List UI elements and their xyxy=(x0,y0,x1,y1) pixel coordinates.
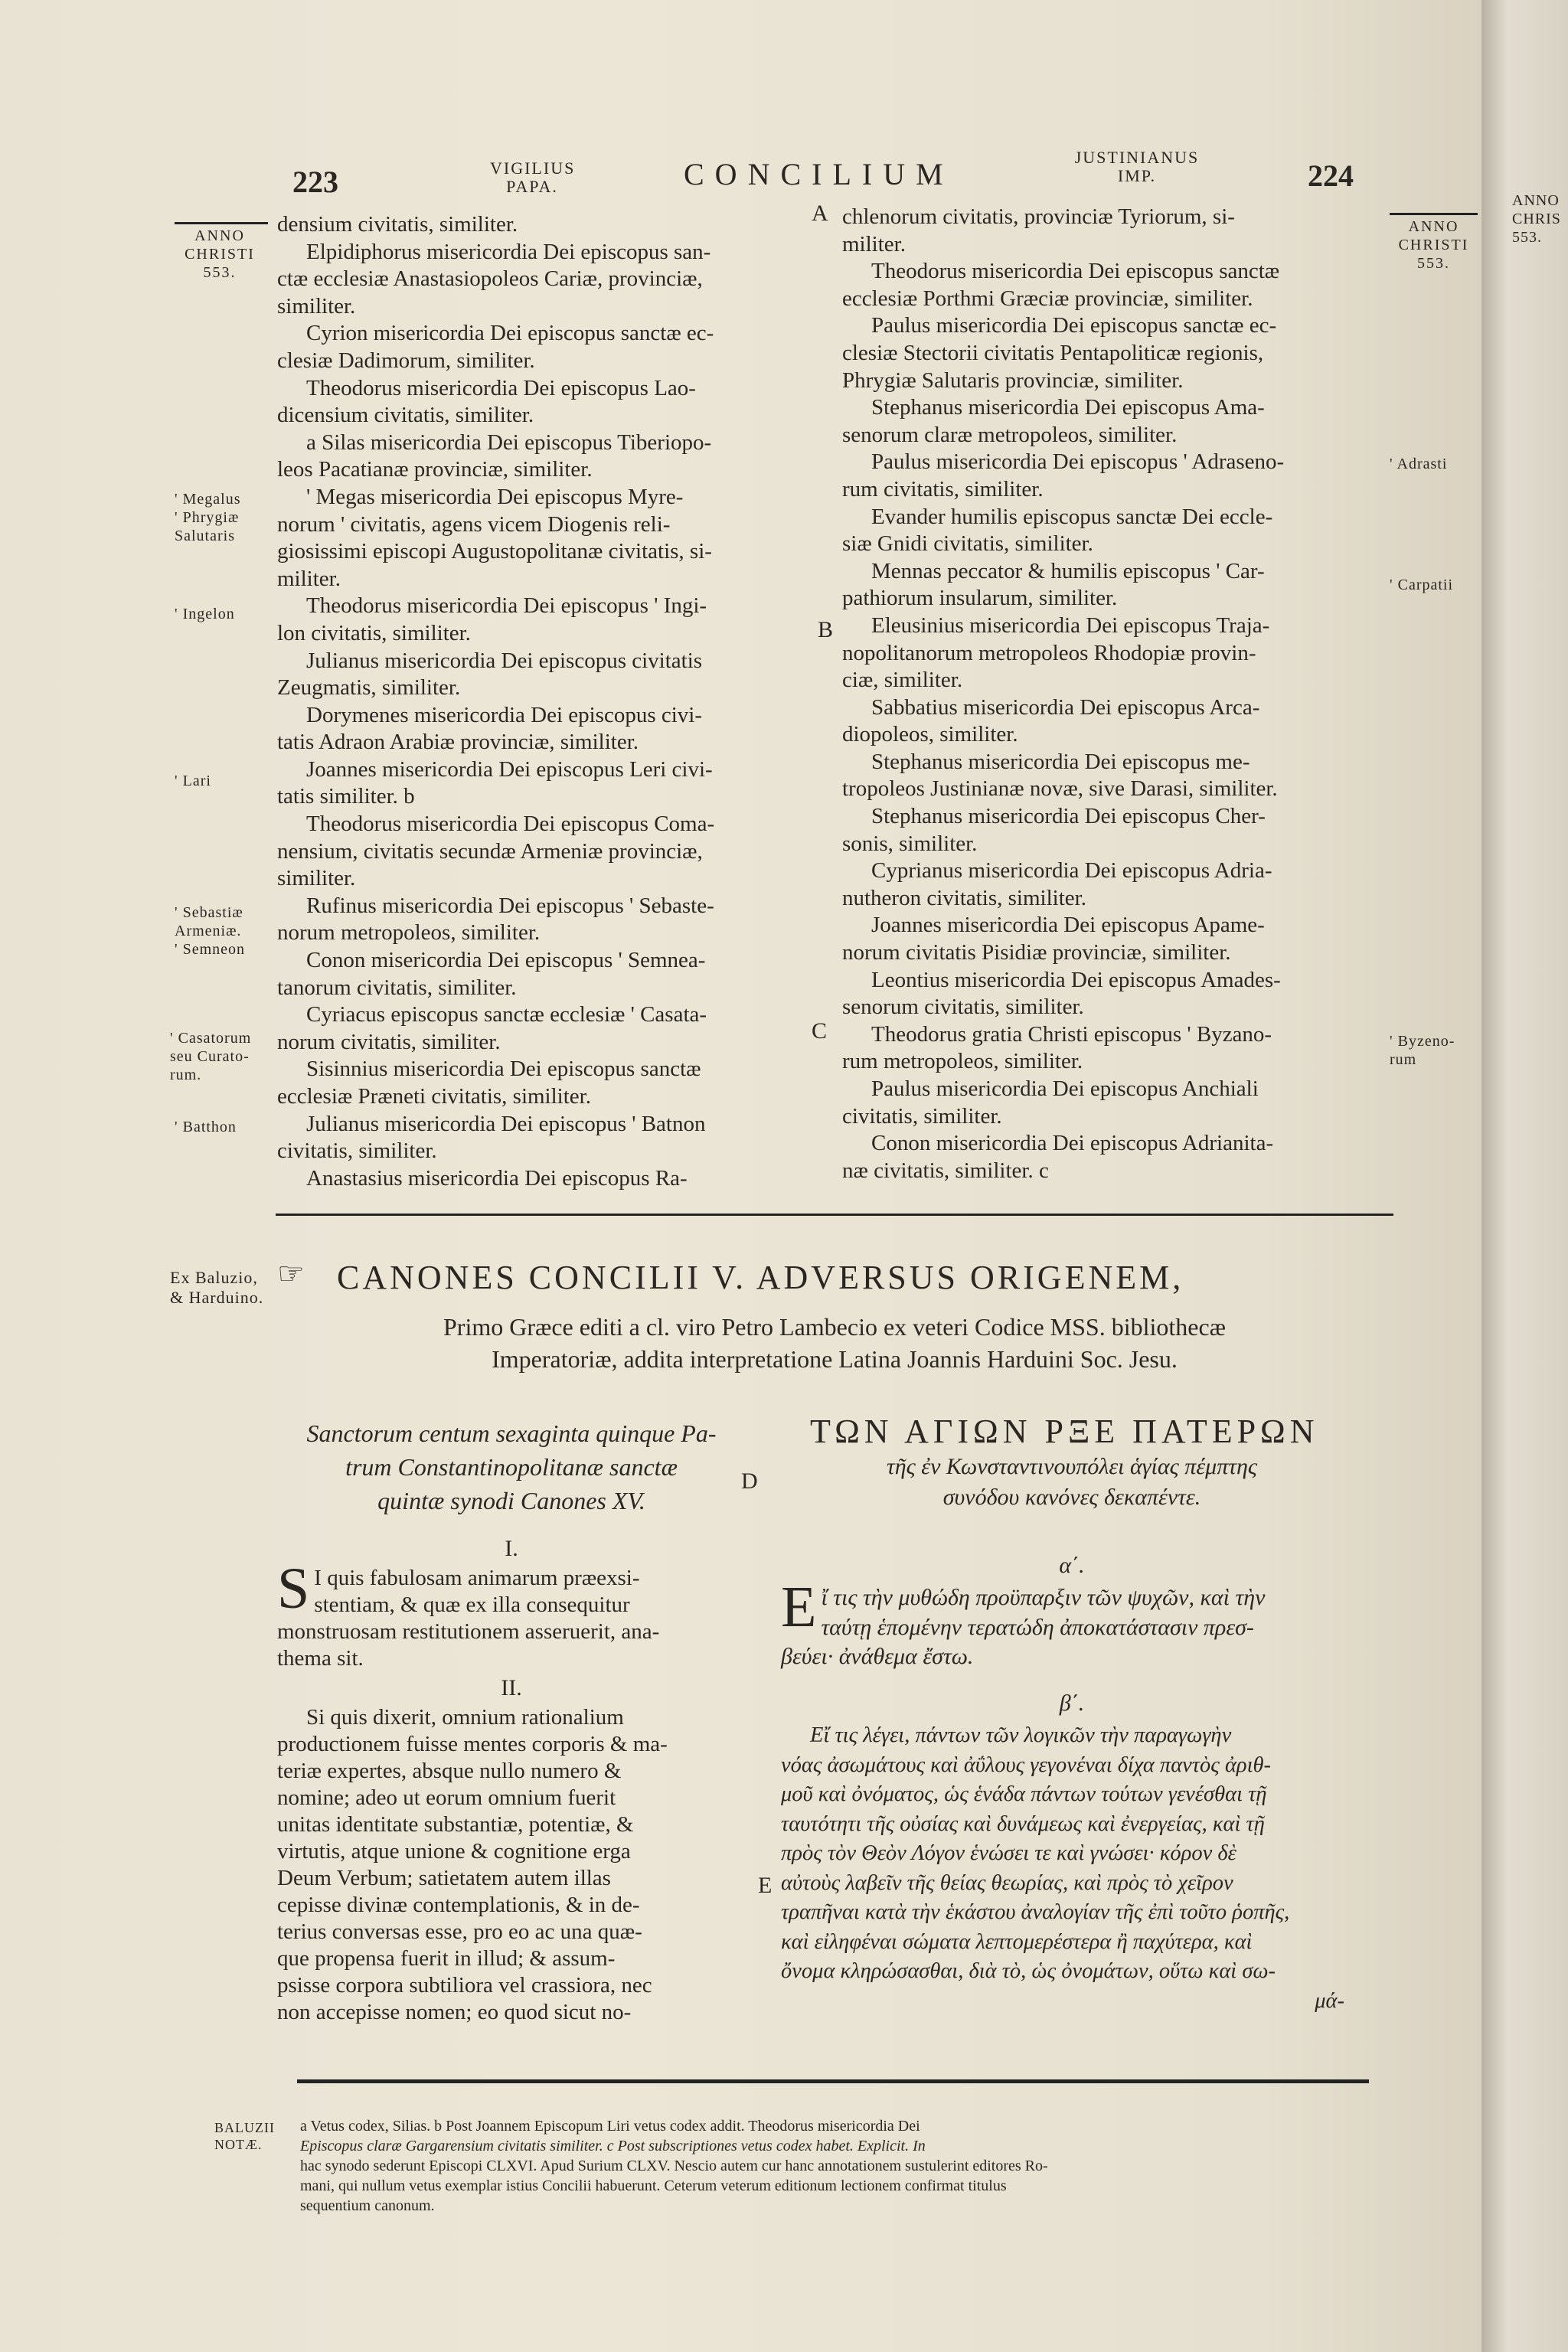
latin-drop-cap: S xyxy=(277,1557,310,1621)
text-line: Paulus misericordia Dei episcopus Anchiali xyxy=(871,1076,1259,1101)
text-line: Mennas peccator & humilis episcopus ' Car- xyxy=(871,558,1265,583)
margin-note-megalus: ' Megalus xyxy=(175,491,241,508)
notes-label xyxy=(214,2119,275,2153)
text-line: nopolitanorum metropoleos Rhodopiæ provin- xyxy=(842,640,1256,665)
text-line: Si quis dixerit, omnium rationalium xyxy=(306,1705,624,1730)
text-line: non accepisse nomen; eo quod sicut no- xyxy=(277,2000,632,2024)
margin-note-armeniae: Armeniæ. xyxy=(175,923,242,939)
text-line: ecclesiæ Præneti civitatis, similiter. xyxy=(277,1084,591,1109)
latin-canon-number-2: II. xyxy=(501,1675,522,1700)
text-line: leos Pacatianæ provinciæ, similiter. xyxy=(277,457,593,482)
text-line: Stephanus misericordia Dei episcopus Cher- xyxy=(871,804,1266,829)
text-line: Dorymenes misericordia Dei episcopus civi- xyxy=(306,702,703,727)
text-line: Julianus misericordia Dei episcopus civitatis xyxy=(306,648,703,673)
header-emperor-name: JUSTINIANUS xyxy=(1074,148,1200,167)
latin-canon-2 xyxy=(277,1704,746,2026)
text-line: terius conversas esse, pro eo ac una quæ- xyxy=(277,1919,642,1944)
text-line: Anastasius misericordia Dei episcopus Ra- xyxy=(306,1165,688,1191)
anno-right-line2: CHRISTI xyxy=(1398,237,1469,253)
text-line: ταυτότητι τῆς οὐσίας καὶ δυνάμεως καὶ ἐνεργείας, καὶ τῇ xyxy=(781,1811,1265,1836)
text-line: Eleusinius misericordia Dei episcopus Traja- xyxy=(871,612,1270,638)
text-line: ecclesiæ Porthmi Græciæ provinciæ, similiter. xyxy=(842,286,1253,311)
page-number-left: 223 xyxy=(292,165,338,199)
anno-left-line2: CHRISTI xyxy=(185,246,255,263)
greek-canon-number-1: α΄. xyxy=(1059,1553,1085,1578)
text-line: Theodorus gratia Christi episcopus ' Byzano- xyxy=(871,1021,1272,1047)
margin-note-batthon: ' Batthon xyxy=(175,1119,237,1135)
text-line: Joannes misericordia Dei episcopus Leri civi- xyxy=(306,756,713,782)
canones-title: CANONES CONCILII V. ADVERSUS ORIGENEM, xyxy=(337,1259,1184,1296)
margin-note-rum: rum. xyxy=(170,1067,202,1083)
text-line: Paulus misericordia Dei episcopus sanctæ ec- xyxy=(871,313,1277,338)
text-line: rum civitatis, similiter. xyxy=(842,476,1044,501)
header-emperor-title: IMP. xyxy=(1117,166,1157,185)
text-line: μά- xyxy=(1315,1988,1344,2013)
text-line: Rufinus misericordia Dei episcopus ' Sebaste- xyxy=(306,893,714,918)
text-line: siæ Gnidi civitatis, similiter. xyxy=(842,531,1093,557)
header-title: CONCILIUM xyxy=(684,157,954,191)
footnotes xyxy=(300,2116,1395,2216)
text-line: Leontius misericordia Dei episcopus Amades- xyxy=(871,967,1281,992)
greek-canon-number-2: β΄. xyxy=(1059,1690,1085,1716)
text-line: tatis Adraon Arabiæ provinciæ, similiter. xyxy=(277,730,639,755)
text-line: militer. xyxy=(842,231,906,256)
text-line: sonis, similiter. xyxy=(842,831,978,856)
section-letter-e: E xyxy=(758,1873,773,1898)
greek-canon-heading: ΤΩΝ ΑΓΙΩΝ ΡΞΕ ΠΑΤΕΡΩΝ xyxy=(810,1413,1319,1450)
latin-heading-line3: quintæ synodi Canones XV. xyxy=(377,1487,645,1514)
text-line: ταύτῃ ἑπομένην τερατώδη ἀποκατάστασιν πρεσ- xyxy=(821,1614,1254,1640)
text-line: nomine; adeo ut eorum omnium fuerit xyxy=(277,1785,616,1810)
latin-heading-line1: Sanctorum centum sexaginta quinque Pa- xyxy=(306,1419,717,1447)
text-line: Theodorus misericordia Dei episcopus Lao- xyxy=(306,375,696,400)
text-line: unitas identitate substantiæ, potentiæ, & xyxy=(277,1812,634,1837)
text-line: similiter. xyxy=(277,293,356,318)
edge-anno-line3: 553. xyxy=(1512,229,1542,246)
margin-note-lari: ' Lari xyxy=(175,773,211,789)
text-line: senorum claræ metropoleos, similiter. xyxy=(842,422,1178,447)
text-line: Εἴ τις λέγει, πάντων τῶν λογικῶν τὴν παραγωγὴν xyxy=(810,1723,1232,1747)
text-line: Deum Verbum; satietatem autem illas xyxy=(277,1866,611,1890)
text-line: νόας ἀσωμάτους καὶ ἀΰλους γεγονέναι δίχα παντὸς ἀριθ- xyxy=(781,1753,1271,1777)
text-line: giosissimi episcopi Augustopolitanæ civitatis, si- xyxy=(277,539,712,564)
text-line: ἴ τις τὴν μυθώδη προϋπαρξιν τῶν ψυχῶν, καὶ τὴν xyxy=(821,1585,1266,1610)
text-line: militer. xyxy=(277,566,341,591)
text-line: Theodorus misericordia Dei episcopus sanctæ xyxy=(871,259,1280,284)
margin-note-casatorum: ' Casatorum xyxy=(170,1030,252,1047)
greek-drop-cap: Ε xyxy=(781,1575,817,1639)
text-line: καὶ εἰληφέναι σώματα λεπτομερέστερα ἢ παχύτερα, καὶ xyxy=(781,1929,1253,1954)
left-subscription-column xyxy=(277,211,808,1192)
footnote-line: sequentium canonum. xyxy=(300,2197,435,2214)
canones-subtitle-line2: Imperatoriæ, addita interpretatione Latina Joannis Harduini Soc. Jesu. xyxy=(492,1345,1178,1373)
right-subscription-column xyxy=(842,204,1387,1184)
margin-note-semneon: ' Semneon xyxy=(175,941,246,958)
anno-rule-right xyxy=(1390,213,1478,215)
greek-canon-subheading xyxy=(796,1452,1348,1513)
header-pope-name: VIGILIUS xyxy=(490,158,576,178)
header-pope xyxy=(490,159,574,196)
latin-canon-number-1: I. xyxy=(505,1536,518,1561)
edge-anno-line1: ANNO xyxy=(1512,192,1560,209)
text-line: que propensa fuerit in illud; & assum- xyxy=(277,1946,616,1971)
margin-note-sebastiae: ' Sebastiæ xyxy=(175,904,243,921)
text-line: densium civitatis, similiter. xyxy=(277,212,518,237)
source-note xyxy=(170,1268,263,1308)
section-letter-d: D xyxy=(741,1468,758,1494)
text-line: Zeugmatis, similiter. xyxy=(277,675,461,701)
text-line: τραπῆναι κατὰ τὴν ἑκάστου ἀναλογίαν τῆς ἐπὶ τοῦτο ῥοπῆς, xyxy=(781,1900,1290,1924)
canones-subtitle-line1: Primo Græce editi a cl. viro Petro Lambecio ex veteri Codice MSS. bibliothecæ xyxy=(443,1313,1226,1341)
anno-right xyxy=(1386,217,1481,273)
text-line: Cyriacus episcopus sanctæ ecclesiæ ' Casata- xyxy=(306,1002,707,1027)
text-line: αὐτοὺς λαβεῖν τῆς θείας θεωρίας, καὶ πρὸς τὸ χεῖρον xyxy=(781,1870,1233,1895)
text-line: cepisse divinæ contemplationis, & in de- xyxy=(277,1893,640,1917)
text-line: dicensium civitatis, similiter. xyxy=(277,403,534,428)
facing-page-anno xyxy=(1512,191,1561,247)
text-line: thema sit. xyxy=(277,1646,364,1671)
greek-sub-line1: τῆς ἐν Κωνσταντινουπόλει ἁγίας πέμπτης xyxy=(886,1454,1258,1479)
text-line: clesiæ Stectorii civitatis Pentapoliticæ regionis, xyxy=(842,340,1264,365)
text-line: ὄνομα κληρώσασθαι, διὰ τὸ, ὡς ὀνομάτων, οὕτω καὶ σω- xyxy=(781,1959,1276,1983)
text-line: næ civitatis, similiter. c xyxy=(842,1158,1049,1183)
margin-note-ingelon: ' Ingelon xyxy=(175,606,235,622)
anno-left-line1: ANNO xyxy=(194,227,245,244)
text-line: Stephanus misericordia Dei episcopus Ama- xyxy=(871,395,1265,420)
text-line: chlenorum civitatis, provinciæ Tyriorum, si- xyxy=(842,204,1235,229)
text-line: nutheron civitatis, similiter. xyxy=(842,885,1086,910)
text-line: Phrygiæ Salutaris provinciæ, similiter. xyxy=(842,368,1184,393)
margin-note-adrasti: ' Adrasti xyxy=(1390,456,1448,472)
text-line: stentiam, & quæ ex illa consequitur xyxy=(314,1592,630,1617)
text-line: norum civitatis Pisidiæ provinciæ, similiter. xyxy=(842,940,1231,965)
footnote-line: mani, qui nullum vetus exemplar istius Concilii habuerunt. Ceterum veterum editionum lectionem confirmat titulus xyxy=(300,2177,1007,2194)
page-number-right: 224 xyxy=(1308,158,1354,193)
text-line: similiter. xyxy=(277,866,356,891)
section-separator-rule xyxy=(276,1214,1393,1216)
margin-note-byzenorum: ' Byzeno- xyxy=(1390,1033,1455,1050)
anno-right-line3: 553. xyxy=(1417,255,1450,272)
text-line: Julianus misericordia Dei episcopus ' Batnon xyxy=(306,1111,706,1136)
section-letter-a: A xyxy=(812,201,828,226)
text-line: senorum civitatis, similiter. xyxy=(842,995,1084,1020)
text-line: norum metropoleos, similiter. xyxy=(277,920,541,946)
text-line: Sabbatius misericordia Dei episcopus Arca- xyxy=(871,694,1260,720)
text-line: Stephanus misericordia Dei episcopus me- xyxy=(871,749,1250,774)
notes-label-line1: BALUZII xyxy=(214,2120,275,2135)
canones-subtitle xyxy=(276,1311,1393,1375)
pointing-hand-icon: ☞ xyxy=(277,1256,305,1291)
text-line: I quis fabulosam animarum præexsi- xyxy=(314,1566,640,1590)
margin-note-phrygiae: ' Phrygiæ xyxy=(175,509,240,526)
text-line: ciæ, similiter. xyxy=(842,668,963,693)
facing-page-edge xyxy=(1481,0,1568,2352)
margin-note-rum-right: rum xyxy=(1390,1051,1417,1068)
text-line: Conon misericordia Dei episcopus ' Semnea- xyxy=(306,948,706,973)
anno-left-line3: 553. xyxy=(203,264,237,281)
text-line: teriæ expertes, absque nullo numero & xyxy=(277,1759,622,1783)
anno-right-line1: ANNO xyxy=(1408,218,1459,235)
text-line: Theodorus misericordia Dei episcopus Coma- xyxy=(306,812,715,837)
footnote-line: Episcopus claræ Gargarensium civitatis similiter. c Post subscriptiones vetus codex habet. Explicit. In xyxy=(300,2138,926,2154)
text-line: a Silas misericordia Dei episcopus Tiberiopo- xyxy=(306,430,712,455)
text-line: βεύει· ἀνάθεμα ἔστω. xyxy=(781,1644,974,1669)
text-line: lon civitatis, similiter. xyxy=(277,620,471,645)
text-line: πρὸς τὸν Θεὸν Λόγον ἑνώσει τε καὶ γνώσει· κόρον δὲ xyxy=(781,1841,1236,1865)
source-note-line2: & Harduino. xyxy=(170,1288,264,1307)
text-line: productionem fuisse mentes corporis & ma- xyxy=(277,1732,668,1756)
anno-left xyxy=(170,227,270,282)
notes-label-line2: NOTÆ. xyxy=(214,2137,263,2152)
text-line: Conon misericordia Dei episcopus Adrianita- xyxy=(871,1131,1274,1156)
header-emperor xyxy=(1053,149,1221,185)
text-line: monstruosam restitutionem asseruerit, ana- xyxy=(277,1619,660,1644)
latin-canon-1 xyxy=(277,1557,746,1672)
footnote-line: a Vetus codex, Silias. b Post Joannem Episcopum Liri vetus codex addit. Theodorus misericordia Dei xyxy=(300,2118,920,2135)
source-note-line1: Ex Baluzio, xyxy=(170,1268,258,1287)
latin-canon-heading xyxy=(277,1416,746,1517)
footnote-line: hac synodo sederunt Episcopi CLXVI. Apud Surium CLXV. Nescio autem cur hanc annotationem sustulerint editores Ro- xyxy=(300,2158,1048,2174)
text-line: clesiæ Dadimorum, similiter. xyxy=(277,348,535,373)
greek-canon-1 xyxy=(781,1575,1370,1672)
text-line: rum metropoleos, similiter. xyxy=(842,1049,1083,1074)
text-line: pathiorum insularum, similiter. xyxy=(842,586,1118,611)
header-pope-title: PAPA. xyxy=(506,177,558,196)
margin-note-salutaris: Salutaris xyxy=(175,528,235,544)
text-line: ' Megas misericordia Dei episcopus Myre- xyxy=(306,484,684,509)
text-line: Cyrion misericordia Dei episcopus sanctæ ec- xyxy=(306,321,714,346)
greek-sub-line2: συνόδου κανόνες δεκαπέντε. xyxy=(942,1485,1201,1510)
anno-rule-left xyxy=(175,222,268,224)
text-line: μοῦ καὶ ὀνόματος, ὡς ἑνάδα πάντων τούτων γενέσθαι τῇ xyxy=(781,1782,1267,1806)
latin-heading-line2: trum Constantinopolitanæ sanctæ xyxy=(345,1453,678,1481)
greek-canon-2 xyxy=(781,1721,1375,2016)
text-line: norum civitatis, similiter. xyxy=(277,1029,501,1054)
text-line: Theodorus misericordia Dei episcopus ' Ingi- xyxy=(306,593,707,619)
text-line: Evander humilis episcopus sanctæ Dei eccle- xyxy=(871,504,1273,529)
text-line: civitatis, similiter. xyxy=(842,1103,1002,1129)
edge-anno-line2: CHRIS xyxy=(1512,211,1561,227)
text-line: norum ' civitatis, agens vicem Diogenis reli- xyxy=(277,511,671,537)
text-line: tanorum civitatis, similiter. xyxy=(277,975,517,1000)
section-letter-c: C xyxy=(812,1018,828,1044)
notes-separator-rule xyxy=(297,2079,1369,2083)
text-line: tatis similiter. b xyxy=(277,784,415,809)
margin-note-curatorum: seu Curato- xyxy=(170,1048,250,1065)
text-line: tropoleos Justinianæ novæ, sive Darasi, similiter. xyxy=(842,776,1278,802)
section-letter-b: B xyxy=(818,617,834,642)
margin-note-carpatii: ' Carpatii xyxy=(1390,577,1454,593)
text-line: ctæ ecclesiæ Anastasiopoleos Cariæ, provinciæ, xyxy=(277,266,703,292)
text-line: Sisinnius misericordia Dei episcopus sanctæ xyxy=(306,1057,701,1082)
text-line: psisse corpora subtiliora vel crassiora, nec xyxy=(277,1973,652,1998)
text-line: Cyprianus misericordia Dei episcopus Adria- xyxy=(871,858,1272,884)
text-line: Joannes misericordia Dei episcopus Apame- xyxy=(871,913,1265,938)
text-line: Paulus misericordia Dei episcopus ' Adraseno- xyxy=(871,449,1285,475)
text-line: civitatis, similiter. xyxy=(277,1138,437,1164)
text-line: virtutis, atque unione & cognitione erga xyxy=(277,1839,631,1864)
text-line: Elpidiphorus misericordia Dei episcopus san- xyxy=(306,239,711,264)
text-line: nensium, civitatis secundæ Armeniæ provinciæ, xyxy=(277,838,703,864)
text-line: diopoleos, similiter. xyxy=(842,722,1018,747)
